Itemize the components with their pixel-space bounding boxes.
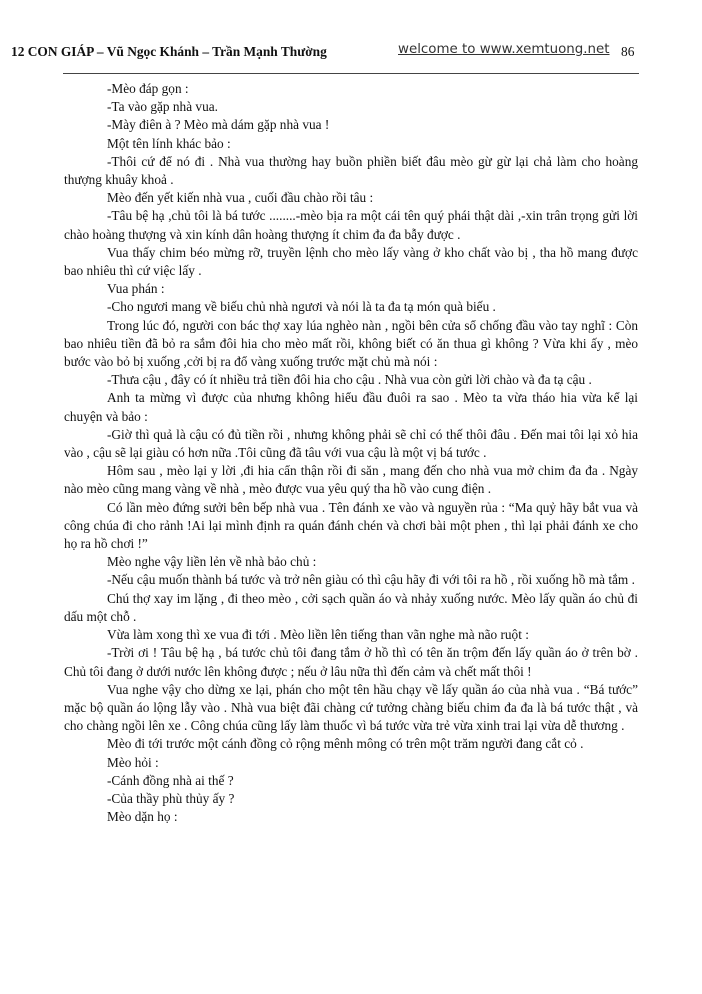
paragraph: Vua thấy chim béo mừng rỡ, truyền lệnh cho mèo lấy vàng ở kho chất vào bị , tha hồ mang được bao nhiêu thì cứ việc lấy . (64, 244, 638, 279)
paragraph: Mèo hỏi : (107, 754, 159, 770)
paragraph: -Ta vào gặp nhà vua. (107, 99, 218, 115)
paragraph: Một tên lính khác bảo : (107, 135, 231, 151)
paragraph: Mèo đi tới trước một cánh đồng cỏ rộng mênh mông có trên một trăm người đang cắt cỏ . (107, 736, 584, 752)
paragraph: Vua nghe vậy cho dừng xe lại, phán cho một tên hầu chạy về lấy quần áo của nhà vua . “Bá tước” mặc bộ quần áo lộng lẫy vào . Nhà vua biệt đãi chàng cứ tưởng chàng biếu chim đa đa là bá tước thật , và cho chàng ngồi lên xe . Công chúa cũng lấy làm thuốc vì bá tước vừa trẻ vừa xinh trai lại vừa dễ thương . (64, 681, 638, 734)
body-text (64, 80, 638, 826)
paragraph: Vừa làm xong thì xe vua đi tới . Mèo liền lên tiếng than vãn nghe mà não ruột : (107, 627, 529, 643)
paragraph: -Mày điên à ? Mèo mà dám gặp nhà vua ! (107, 117, 330, 133)
paragraph: -Cho ngươi mang về biếu chủ nhà ngươi và nói là ta đa tạ món quà biếu . (107, 299, 496, 315)
paragraph: Hôm sau , mèo lại y lời ,đi hia cẩn thận rồi đi săn , mang đến cho nhà vua mở chim đa đa . Ngày nào mèo cũng mang vàng về nhà , mèo được vua yêu quý tha hồ vào cung điện . (64, 463, 638, 497)
paragraph: Mèo dặn họ : (107, 809, 178, 825)
paragraph: -Giờ thì quả là cậu có đủ tiền rồi , nhưng không phải sẽ chỉ có thế thôi đâu . Đến mai tôi lại xỏ hia vào , cậu sẽ lại giàu có hơn nữa .Tôi cũng đã tâu với vua cậu là một vị bá tước . (64, 426, 638, 461)
paragraph: -Tâu bệ hạ ,chủ tôi là bá tước ........-mèo bịa ra một cái tên quý phái thật dài ,-xin trân trọng gửi lời chào hoàng thượng và xin kính dân hoàng thượng ít chim đa đa bẫy được . (64, 208, 638, 242)
paragraph: -Nếu cậu muốn thành bá tước và trở nên giàu có thì cậu hãy đi với tôi ra hồ , rồi xuống hồ mà tắm . (107, 572, 635, 588)
paragraph: -Trời ơi ! Tâu bệ hạ , bá tước chủ tôi đang tắm ở hồ thì có tên ăn trộm đến lấy quần áo ở trên bờ . Chủ tôi đang ở dưới nước lên không được ; nếu ở lâu nữa thì đến cảm và chết mất thôi ! (64, 645, 638, 679)
header-divider (63, 73, 639, 74)
paragraph: Vua phán : (107, 281, 165, 297)
paragraph: -Của thầy phù thủy ấy ? (107, 790, 235, 806)
paragraph: Mèo đến yết kiến nhà vua , cuối đầu chào rồi tâu : (107, 190, 374, 206)
paragraph: -Thôi cứ để nó đi . Nhà vua thường hay buồn phiền biết đâu mèo gừ gừ lại chả làm cho hoàng thượng khuây khoả . (64, 153, 638, 188)
paragraph: Có lần mèo đứng sưởi bên bếp nhà vua . Tên đánh xe vào và nguyền rủa : “Ma quỷ hãy bắt vua và công chúa đi cho rảnh !Ai lại mình định ra quán đánh chén và chơi bài một phen , thì lại phải đánh xe cho họ ra hồ chơi !” (64, 499, 638, 552)
page-header (11, 40, 638, 70)
paragraph: -Cánh đồng nhà ai thế ? (107, 772, 234, 788)
paragraph: -Mèo đáp gọn : (107, 81, 189, 96)
header-site-link[interactable]: welcome to www.xemtuong.net (398, 42, 610, 57)
paragraph: Anh ta mừng vì được của nhưng không hiểu đầu đuôi ra sao . Mèo ta vừa tháo hia vừa kể lại chuyện và bảo : (64, 390, 638, 424)
paragraph: Trong lúc đó, người con bác thợ xay lúa nghèo nàn , ngồi bên cửa sổ chống đầu vào tay nghĩ : Còn bao nhiêu tiền đã bỏ ra sắm đôi hia cho mèo mất rồi, không biết có ăn thua gì không ? Vừa khi ấy , mèo bước vào bỏ bị xuống ,cởi bị ra đổ vàng xuống trước mặt chủ mà nói : (64, 317, 638, 370)
paragraph: Chú thợ xay im lặng , đi theo mèo , cởi sạch quần áo và nhảy xuống nước. Mèo lấy quần áo chủ đi dấu một chỗ . (64, 590, 638, 624)
page-number: 86 (621, 44, 635, 59)
header-title: 12 CON GIÁP – Vũ Ngọc Khánh – Trần Mạnh Thường (11, 44, 327, 59)
paragraph: Mèo nghe vậy liền lẻn về nhà bảo chủ : (107, 554, 317, 570)
paragraph: -Thưa cậu , đây có ít nhiều trả tiền đôi hia cho cậu . Nhà vua còn gửi lời chào và đa tạ cậu . (107, 372, 592, 388)
